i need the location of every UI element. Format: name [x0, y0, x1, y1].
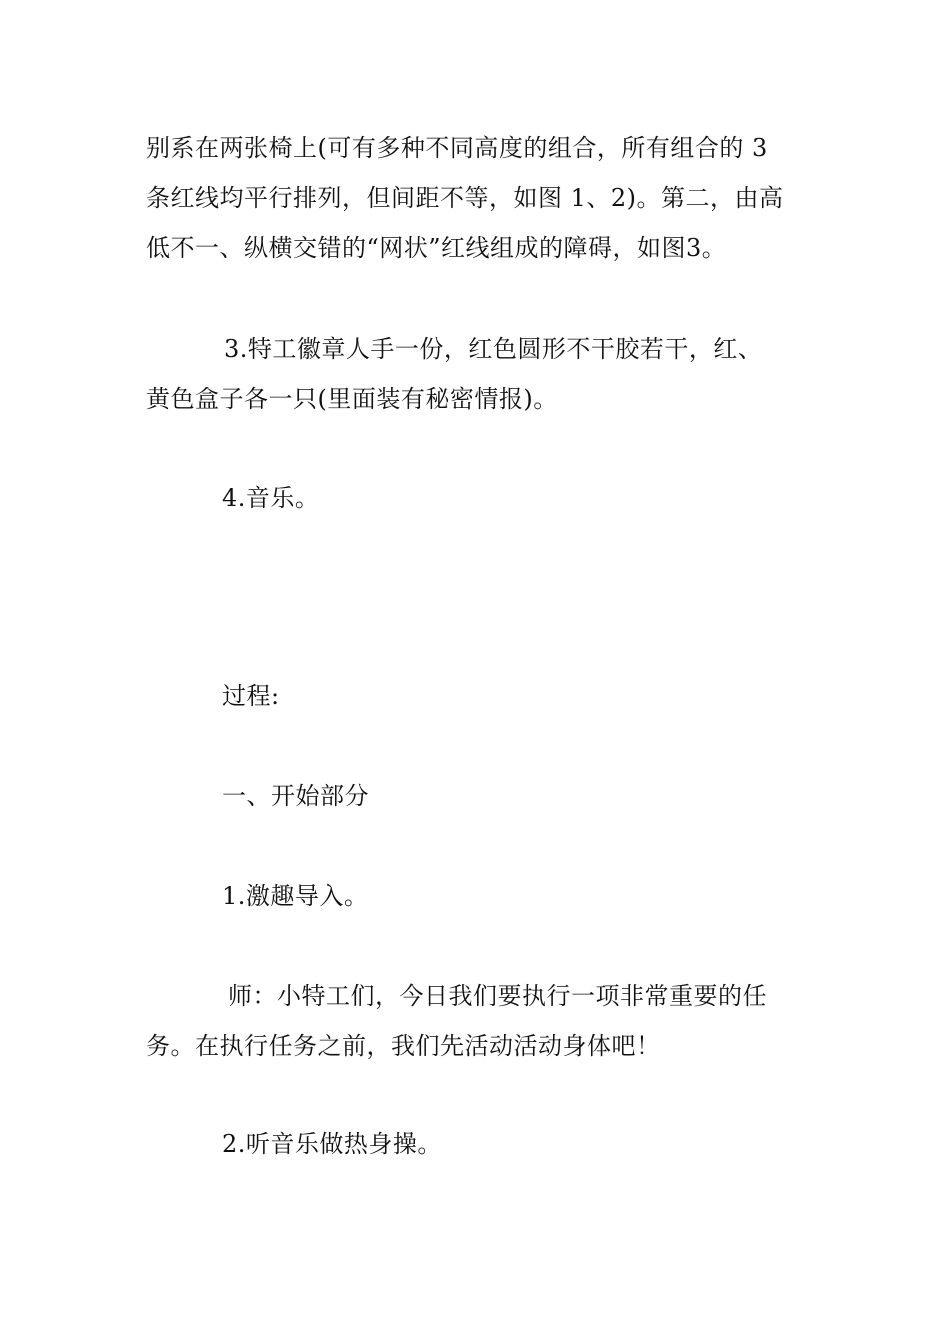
step-1-heading: 1.激趣导入。 [222, 882, 369, 910]
paragraph-line-1: 别系在两张椅上(可有多种不同高度的组合，所有组合的 3 [146, 134, 768, 162]
teacher-speech-line-1: 师：小特工们，今日我们要执行一项非常重要的任 [228, 982, 767, 1010]
paragraph-line-2: 条红线均平行排列，但间距不等，如图 1、2)。第二，由高 [146, 184, 784, 212]
materials-item-3-line-2: 黄色盒子各一只(里面装有秘密情报)。 [146, 385, 558, 413]
paragraph-line-3: 低不一、纵横交错的“网状”红线组成的障碍，如图3。 [146, 234, 727, 262]
materials-item-4: 4.音乐。 [222, 484, 320, 512]
section-heading-opening: 一、开始部分 [222, 782, 369, 810]
step-2-heading: 2.听音乐做热身操。 [222, 1130, 442, 1158]
materials-item-3-line-1: 3.特工徽章人手一份，红色圆形不干胶若干，红、 [224, 335, 763, 363]
section-heading-process: 过程: [222, 682, 280, 710]
teacher-speech-line-2: 务。在执行任务之前，我们先活动活动身体吧！ [146, 1032, 661, 1060]
